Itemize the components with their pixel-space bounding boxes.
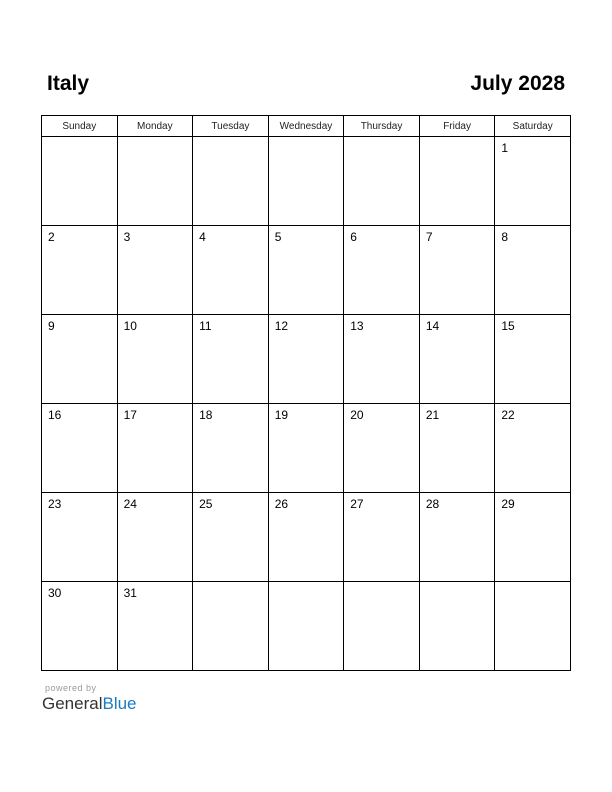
day-number: [118, 137, 193, 141]
day-cell: [193, 137, 269, 226]
day-cell: [419, 493, 495, 582]
day-cell: [117, 493, 193, 582]
day-cell: [495, 226, 571, 315]
day-number: 11: [199, 319, 212, 333]
day-number: 9: [48, 319, 55, 333]
day-cell: [193, 226, 269, 315]
day-cell: [268, 137, 344, 226]
day-number: 26: [274, 497, 289, 511]
day-number: 7: [425, 230, 433, 244]
day-cell: [344, 226, 420, 315]
day-number: 30: [48, 586, 62, 600]
day-number: [42, 137, 117, 141]
week-row: [42, 404, 571, 493]
powered-by-text: powered by: [45, 683, 97, 693]
brand-general: General: [42, 694, 103, 713]
day-number: 28: [425, 497, 440, 511]
day-cell: [193, 493, 269, 582]
weekday-header: Friday: [419, 116, 495, 137]
day-number: [193, 137, 268, 141]
weekday-header: Saturday: [495, 116, 571, 137]
day-cell: [117, 315, 193, 404]
week-row: [42, 315, 571, 404]
day-number: [420, 582, 495, 586]
day-cell: [268, 226, 344, 315]
day-number: 27: [350, 497, 364, 511]
day-number: 8: [501, 230, 509, 244]
day-cell: [419, 582, 495, 671]
day-number: 15: [501, 319, 515, 333]
day-number: 21: [425, 408, 440, 422]
day-number: 25: [199, 497, 213, 511]
weekday-header: Thursday: [344, 116, 420, 137]
day-number: [269, 137, 344, 141]
day-number: 5: [274, 230, 282, 244]
day-number: 31: [123, 586, 137, 600]
day-number: 17: [123, 408, 137, 422]
day-cell: [193, 582, 269, 671]
day-number: 23: [48, 497, 62, 511]
day-number: [344, 582, 419, 586]
day-number: 4: [199, 230, 206, 244]
day-number: 3: [123, 230, 131, 244]
day-cell: [495, 493, 571, 582]
day-cell: [117, 404, 193, 493]
brand-blue: Blue: [102, 694, 137, 713]
day-number: [269, 582, 344, 586]
day-number: 1: [501, 141, 509, 155]
day-cell: [42, 582, 118, 671]
day-cell: [117, 226, 193, 315]
day-number: 20: [350, 408, 364, 422]
week-row: [42, 137, 571, 226]
weekday-header: Monday: [117, 116, 193, 137]
day-number: 6: [350, 230, 357, 244]
weekday-header: Sunday: [42, 116, 118, 137]
day-cell: [419, 315, 495, 404]
day-cell: [42, 226, 118, 315]
day-cell: [42, 315, 118, 404]
weekday-header-row: [42, 116, 571, 137]
month-year-title: July 2028: [470, 72, 565, 95]
day-cell: [495, 137, 571, 226]
day-number: [344, 137, 419, 141]
day-cell: [344, 404, 420, 493]
day-cell: [268, 582, 344, 671]
day-cell: [495, 582, 571, 671]
day-cell: [42, 137, 118, 226]
weekday-header: Wednesday: [268, 116, 344, 137]
day-cell: [42, 493, 118, 582]
day-cell: [419, 226, 495, 315]
day-cell: [344, 137, 420, 226]
weekday-header: Tuesday: [193, 116, 269, 137]
day-cell: [495, 404, 571, 493]
day-number: [193, 582, 268, 586]
week-row: [42, 582, 571, 671]
day-cell: [268, 493, 344, 582]
day-number: 19: [274, 408, 289, 422]
calendar-grid: [41, 115, 571, 671]
week-row: [42, 226, 571, 315]
day-number: [420, 137, 495, 141]
day-number: 16: [48, 408, 62, 422]
day-cell: [193, 315, 269, 404]
week-row: [42, 493, 571, 582]
day-number: [495, 582, 570, 586]
day-cell: [495, 315, 571, 404]
brand-logo[interactable]: [42, 694, 137, 714]
day-cell: [344, 493, 420, 582]
day-number: 29: [501, 497, 515, 511]
day-number: 2: [48, 230, 55, 244]
country-title: Italy: [47, 72, 90, 95]
day-cell: [117, 582, 193, 671]
day-cell: [117, 137, 193, 226]
day-number: 13: [350, 319, 364, 333]
day-cell: [193, 404, 269, 493]
day-number: 22: [501, 408, 515, 422]
day-cell: [268, 404, 344, 493]
day-cell: [344, 315, 420, 404]
day-cell: [268, 315, 344, 404]
day-cell: [419, 137, 495, 226]
day-cell: [344, 582, 420, 671]
day-cell: [42, 404, 118, 493]
day-number: 12: [274, 319, 289, 333]
day-cell: [419, 404, 495, 493]
day-number: 10: [123, 319, 137, 333]
day-number: 18: [199, 408, 213, 422]
day-number: 24: [123, 497, 137, 511]
day-number: 14: [425, 319, 440, 333]
